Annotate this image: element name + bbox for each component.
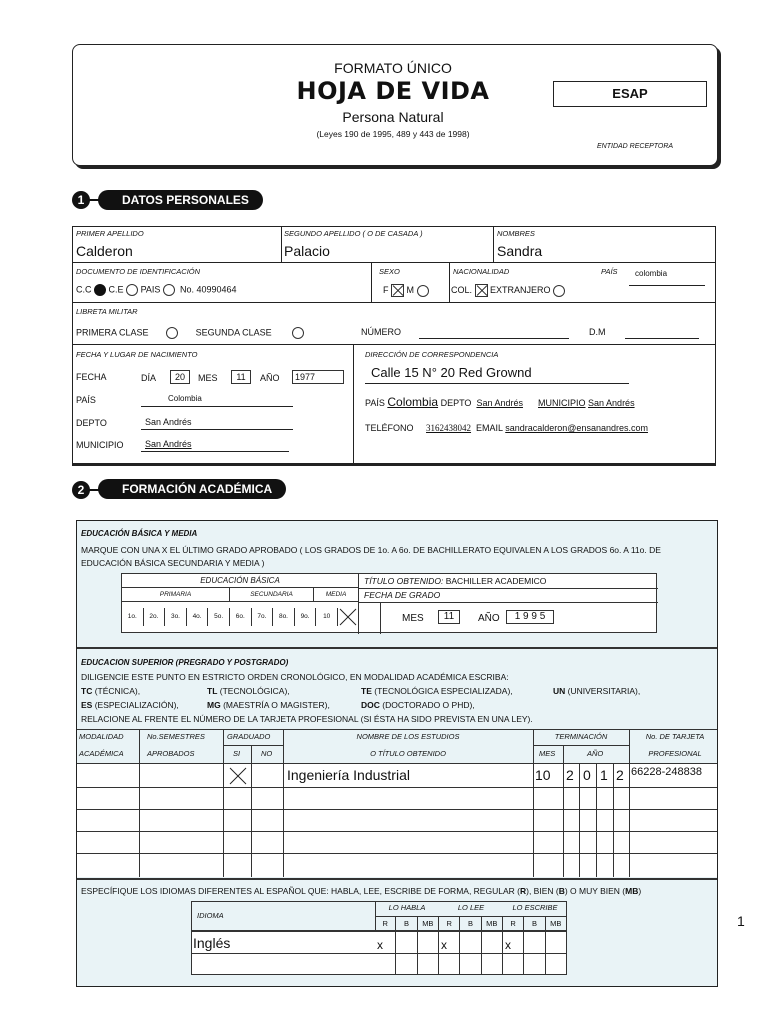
idioma-label: IDIOMA <box>197 911 224 920</box>
documento-row <box>73 263 715 303</box>
col-anio: AÑO <box>587 749 604 758</box>
email-field[interactable]: sandracalderon@ensanandres.com <box>505 423 648 433</box>
superior-title: EDUCACION SUPERIOR (PREGRADO Y POSTGRADO) <box>81 658 289 667</box>
col-academica: ACADÉMICA <box>79 749 124 758</box>
section1-number: 1 <box>72 191 90 209</box>
titulo-obtenido-row <box>364 576 546 586</box>
col-no: NO <box>261 749 273 758</box>
municipio-corr-field[interactable]: San Andrés <box>588 398 635 408</box>
pais-nac-label: PAÍS <box>76 395 96 405</box>
sexo-f-label: F <box>383 284 389 295</box>
grade-11-mark[interactable] <box>339 608 357 626</box>
col-checkbox[interactable] <box>475 284 488 297</box>
col-nombre: NOMBRE DE LOS ESTUDIOS <box>356 732 460 741</box>
lee-r-mark[interactable]: x <box>441 938 447 952</box>
idioma-level-header: B <box>460 916 481 975</box>
municipio-nac-label: MUNICIPIO <box>76 440 124 450</box>
depto-nac-field[interactable]: San Andrés <box>145 417 192 427</box>
idioma-level-header: R <box>439 916 460 975</box>
pais-corr-field[interactable]: Colombia <box>387 395 439 409</box>
col-modalidad: MODALIDAD <box>79 732 124 741</box>
col-si: SI <box>233 749 241 758</box>
col-semestres: No.SEMESTRES <box>147 732 205 741</box>
libreta-row <box>73 303 715 345</box>
modalidades-linea-2: ES (ESPECIALIZACIÓN), MG (MAESTRÍA O MAGISTER), DOC (DOCTORADO O PHD), <box>81 700 475 710</box>
grade-cell[interactable]: 4o. <box>187 608 209 626</box>
grade-cell[interactable]: 10 <box>316 608 338 626</box>
segunda-clase-label: SEGUNDA CLASE <box>195 327 272 338</box>
leyes-text: (Leyes 190 de 1995, 489 y 443 de 1998) <box>316 129 470 139</box>
idioma-level-header: MB <box>546 916 567 975</box>
entidad-label: ENTIDAD RECEPTORA <box>597 143 674 150</box>
habla-r-mark[interactable]: x <box>377 938 383 952</box>
graduado-si-mark[interactable] <box>229 767 247 785</box>
dia-field[interactable]: 20 <box>170 370 190 384</box>
col-profesional: PROFESIONAL <box>648 749 702 758</box>
numero-field[interactable] <box>419 338 569 339</box>
terminacion-anio-digit[interactable]: 1 <box>600 767 608 783</box>
correspondencia-ubicacion <box>365 395 635 409</box>
mes-label: MES <box>198 373 218 383</box>
ce-label: C.E <box>108 284 124 295</box>
section1-title: DATOS PERSONALES <box>98 190 263 210</box>
nacimiento-label: FECHA Y LUGAR DE NACIMIENTO <box>76 350 198 359</box>
grade-cell[interactable]: 2o. <box>144 608 166 626</box>
dm-label: D.M <box>589 327 606 337</box>
anio-field[interactable]: 1977 <box>292 370 344 384</box>
names-row <box>73 227 715 263</box>
pais-field[interactable]: colombia <box>635 269 668 278</box>
titulo-label: TÍTULO OBTENIDO: <box>364 576 444 586</box>
grade-cell[interactable]: 8o. <box>273 608 295 626</box>
email-label: EMAIL <box>476 423 503 433</box>
grade-cell[interactable]: 3o. <box>165 608 187 626</box>
form-title: HOJA DE VIDA <box>296 77 490 105</box>
col-aprobados: APROBADOS <box>147 749 195 758</box>
fecha-grado-label: FECHA DE GRADO <box>364 590 441 600</box>
direccion-label: DIRECCIÓN DE CORRESPONDENCIA <box>365 350 499 359</box>
idioma-level-header: MB <box>418 916 439 975</box>
telefono-label: TELÉFONO <box>365 423 414 433</box>
idiomas-table <box>191 901 569 975</box>
extranjero-label: EXTRANJERO <box>490 284 551 295</box>
col-titulo: O TÍTULO OBTENIDO <box>370 749 446 758</box>
primer-apellido-field[interactable]: Calderon <box>76 243 133 259</box>
pais-doc-label: PAIS <box>140 284 161 295</box>
sexo-options <box>383 284 429 297</box>
primer-apellido-label: PRIMER APELLIDO <box>76 229 144 238</box>
basica-instrucciones: MARQUE CON UNA X EL ÚLTIMO GRADO APROBADO ( LOS GRADOS DE 1o. A 6o. DE BACHILLERATO EQUIVALEN A LOS GRADOS 6o. A 11o. DE EDUCACIÓN BÁSICA SECUNDARIA Y MEDIA ) <box>81 545 661 568</box>
nacimiento-direccion-row <box>73 345 715 463</box>
grade-cell[interactable]: 1o. <box>122 608 144 626</box>
section2-title: FORMACIÓN ACADÉMICA <box>98 479 286 499</box>
col-terminacion: TERMINACIÓN <box>554 732 608 741</box>
col-graduado: GRADUADO <box>227 732 271 741</box>
sexo-m-radio[interactable] <box>417 285 429 297</box>
idioma-level-header: MB <box>482 916 503 975</box>
documento-label: DOCUMENTO DE IDENTIFICACIÓN <box>76 267 201 276</box>
dia-label: DÍA <box>141 373 157 383</box>
dm-field[interactable] <box>625 338 699 339</box>
lo-lee-label: LO LEE <box>457 903 485 912</box>
depto-corr-label: DEPTO <box>440 398 472 408</box>
nombres-label: NOMBRES <box>497 229 535 238</box>
extranjero-radio[interactable] <box>553 285 565 297</box>
terminacion-anio-digit[interactable]: 0 <box>583 767 591 783</box>
municipio-corr-label: MUNICIPIO <box>538 398 586 408</box>
superior-table <box>77 729 717 877</box>
col-label: COL. <box>451 284 473 295</box>
modalidades-linea-1: TC (TÉCNICA), TL (TECNOLÓGICA), TE (TECNOLÓGICA ESPECIALIZADA), UN (UNIVERSITARIA), <box>81 686 641 696</box>
doc-number-field[interactable]: 40990464 <box>196 284 237 295</box>
form-subtitle: Persona Natural <box>342 109 444 125</box>
segunda-clase-radio[interactable] <box>292 327 304 339</box>
sexo-m-label: M <box>406 284 415 295</box>
mes-field[interactable]: 11 <box>231 370 251 384</box>
sexo-label: SEXO <box>379 267 400 276</box>
datos-personales-section <box>72 226 716 466</box>
grade-cell[interactable]: 5o. <box>208 608 230 626</box>
edu-basica-label: EDUCACIÓN BÁSICA <box>122 574 358 588</box>
grade-cell[interactable]: 6o. <box>230 608 252 626</box>
grados-table <box>121 573 657 633</box>
media-label: MEDIA <box>314 588 358 602</box>
tarjeta-field[interactable]: 66228-248838 <box>631 766 702 778</box>
idioma-level-header: R <box>375 916 396 975</box>
grado-anio-label: AÑO <box>478 613 500 624</box>
entidad-field[interactable]: ESAP <box>553 81 707 107</box>
sexo-f-checkbox[interactable] <box>391 284 404 297</box>
col-tarjeta: No. DE TARJETA <box>645 732 705 741</box>
escribe-r-mark[interactable]: x <box>505 938 511 952</box>
primera-clase-label: PRIMERA CLASE <box>76 327 149 338</box>
idioma-level-header: B <box>524 916 545 975</box>
section2-number: 2 <box>72 481 90 499</box>
libreta-options <box>76 327 304 339</box>
nacionalidad-label: NACIONALIDAD <box>453 267 510 276</box>
primaria-label: PRIMARIA <box>122 588 230 602</box>
idioma-level-header: B <box>396 916 417 975</box>
telefono-field[interactable]: 3162438042 <box>426 423 472 433</box>
primera-clase-radio[interactable] <box>166 327 178 339</box>
pais-nac-field[interactable]: Colombia <box>168 394 202 403</box>
grado-anio-field[interactable]: 1 9 9 5 <box>506 610 554 624</box>
doc-no-label: No. <box>179 284 194 295</box>
numero-label: NÚMERO <box>361 327 401 337</box>
terminacion-anio-digit[interactable]: 2 <box>566 767 574 783</box>
pais-corr-label: PAÍS <box>365 398 385 408</box>
nacionalidad-options <box>451 284 565 297</box>
anio-label: AÑO <box>260 373 280 383</box>
segundo-apellido-field[interactable]: Palacio <box>284 243 330 259</box>
direccion-field[interactable]: Calle 15 N° 20 Red Grownd <box>371 365 532 380</box>
idiomas-instrucciones: ESPECÍFIQUE LOS IDIOMAS DIFERENTES AL ESPAÑOL QUE: HABLA, LEE, ESCRIBE DE FORMA, REGULAR (R), BIEN (B) O MUY BIEN (MB) <box>81 886 642 896</box>
idioma-level-header: R <box>503 916 524 975</box>
formato-label: FORMATO ÚNICO <box>334 60 452 76</box>
municipio-nac-field[interactable]: San Andrés <box>145 439 192 449</box>
grado-mes-label: MES <box>402 613 424 624</box>
page-number: 1 <box>737 913 745 929</box>
pais-label: PAÍS <box>601 267 618 276</box>
fecha-label: FECHA <box>76 372 107 382</box>
grade-cell[interactable]: 7o. <box>252 608 274 626</box>
documento-options <box>76 284 237 296</box>
basica-title: EDUCACIÓN BÁSICA Y MEDIA <box>81 529 198 538</box>
grade-cells <box>122 602 380 632</box>
terminacion-anio-digit[interactable]: 2 <box>616 767 624 783</box>
ce-radio[interactable] <box>126 284 138 296</box>
pais-doc-radio[interactable] <box>163 284 175 296</box>
terminacion-mes-field[interactable]: 10 <box>535 767 551 783</box>
segundo-apellido-label: SEGUNDO APELLIDO ( O DE CASADA ) <box>284 229 423 238</box>
formacion-academica-section <box>76 520 718 987</box>
grado-mes-field[interactable]: 11 <box>438 610 460 624</box>
superior-instr-1: DILIGENCIE ESTE PUNTO EN ESTRICTO ORDEN CRONOLÓGICO, EN MODALIDAD ACADÉMICA ESCRIBA: <box>81 672 509 682</box>
nombres-field[interactable]: Sandra <box>497 243 543 259</box>
contacto-fila <box>365 423 648 433</box>
secundaria-label: SECUNDARIA <box>230 588 314 602</box>
lo-escribe-label: LO ESCRIBE <box>512 903 558 912</box>
depto-corr-field[interactable]: San Andrés <box>476 398 523 408</box>
superior-instr-4: RELACIONE AL FRENTE EL NÚMERO DE LA TARJETA PROFESIONAL (SI ÉSTA HA SIDO PREVISTA EN UNA LEY). <box>81 714 533 724</box>
form-header <box>72 44 718 166</box>
lo-habla-label: LO HABLA <box>388 903 426 912</box>
idioma1-field[interactable]: Inglés <box>193 935 231 951</box>
grade-cell[interactable]: 9o. <box>295 608 317 626</box>
depto-nac-label: DEPTO <box>76 418 107 428</box>
libreta-label: LIBRETA MILITAR <box>76 307 138 316</box>
estudio-field[interactable]: Ingeniería Industrial <box>287 767 410 783</box>
cc-radio[interactable] <box>94 284 106 296</box>
col-mes: MES <box>539 749 556 758</box>
cc-label: C.C <box>76 284 92 295</box>
idioma-columns <box>375 916 567 975</box>
titulo-value[interactable]: BACHILLER ACADEMICO <box>445 576 547 586</box>
